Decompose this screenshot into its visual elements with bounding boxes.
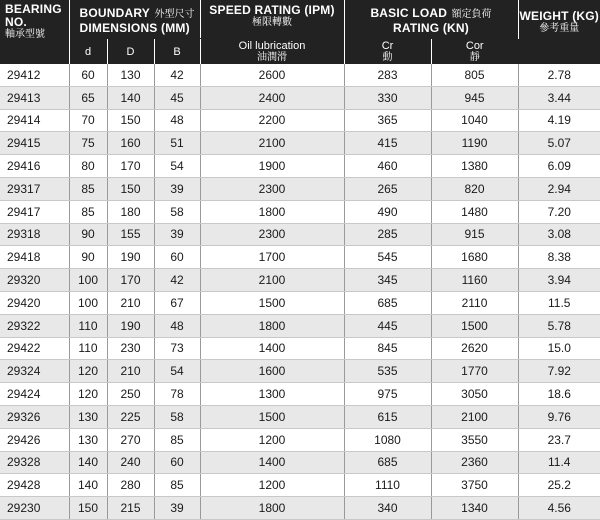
weight-value-cell: 18.6: [518, 383, 600, 406]
table-row: [0, 497, 600, 520]
dim-d-cell: 110: [69, 337, 107, 360]
dim-d-cell: 60: [69, 64, 107, 86]
dim-D-label: D: [108, 46, 154, 58]
table-row: [0, 132, 600, 155]
model-cell: 29420: [0, 291, 69, 314]
dim-B-cell: 39: [154, 223, 200, 246]
cr-value-cell: 545: [344, 246, 431, 269]
cor-value-cell: 3050: [431, 383, 518, 406]
table-row: [0, 314, 600, 337]
dim-D-cell: 230: [107, 337, 154, 360]
speed-rating-cell: 1500: [200, 405, 344, 428]
basic-load-zh-label: 額定負荷: [452, 9, 492, 20]
cor-value-cell: 2620: [431, 337, 518, 360]
weight-value-cell: 2.78: [518, 64, 600, 86]
basic-load-label: BASIC LOAD: [370, 6, 447, 20]
cr-value-cell: 685: [344, 291, 431, 314]
cr-value-cell: 445: [344, 314, 431, 337]
cr-value-cell: 330: [344, 86, 431, 109]
dim-B-cell: 60: [154, 246, 200, 269]
header-bearing-no: [0, 0, 69, 64]
speed-rating-cell: 2600: [200, 64, 344, 86]
table-row: [0, 474, 600, 497]
dim-d-cell: 140: [69, 474, 107, 497]
cr-value-cell: 365: [344, 109, 431, 132]
speed-rating-cell: 1800: [200, 314, 344, 337]
cr-value-cell: 490: [344, 200, 431, 223]
cr-value-cell: 340: [344, 497, 431, 520]
dim-D-cell: 180: [107, 200, 154, 223]
dim-D-cell: 160: [107, 132, 154, 155]
table-row: [0, 109, 600, 132]
model-cell: 29317: [0, 177, 69, 200]
dim-d-cell: 120: [69, 360, 107, 383]
speed-rating-label: SPEED RATING (IPM): [201, 4, 344, 17]
cor-label: Cor: [432, 40, 519, 52]
speed-rating-cell: 1500: [200, 291, 344, 314]
weight-value-cell: 4.19: [518, 109, 600, 132]
cor-value-cell: 3750: [431, 474, 518, 497]
dim-D-cell: 130: [107, 64, 154, 86]
cor-value-cell: 1160: [431, 269, 518, 292]
cor-value-cell: 1190: [431, 132, 518, 155]
cr-value-cell: 345: [344, 269, 431, 292]
dim-B-cell: 58: [154, 405, 200, 428]
weight-label: WEIGHT (KG): [519, 10, 600, 23]
model-cell: 29424: [0, 383, 69, 406]
dim-B-cell: 42: [154, 64, 200, 86]
dim-D-cell: 210: [107, 291, 154, 314]
model-cell: 29322: [0, 314, 69, 337]
dim-B-cell: 45: [154, 86, 200, 109]
table-row: [0, 269, 600, 292]
cr-zh-label: 動: [345, 52, 431, 63]
dim-d-label: d: [70, 46, 107, 58]
cr-label: Cr: [345, 40, 431, 52]
dim-D-cell: 250: [107, 383, 154, 406]
weight-value-cell: 7.20: [518, 200, 600, 223]
cor-value-cell: 1340: [431, 497, 518, 520]
cr-value-cell: 415: [344, 132, 431, 155]
oil-lubrication-zh-label: 油潤滑: [201, 52, 344, 63]
table-row: [0, 200, 600, 223]
weight-value-cell: 3.08: [518, 223, 600, 246]
boundary-zh-label: 外型尺寸: [154, 9, 194, 20]
header-oil-lubrication: [200, 39, 344, 65]
header-boundary-dimensions: [69, 0, 200, 39]
model-cell: 29318: [0, 223, 69, 246]
dim-d-cell: 90: [69, 223, 107, 246]
dim-d-cell: 85: [69, 177, 107, 200]
model-cell: 29415: [0, 132, 69, 155]
cor-value-cell: 1380: [431, 155, 518, 178]
speed-rating-cell: 1300: [200, 383, 344, 406]
model-cell: 29422: [0, 337, 69, 360]
weight-value-cell: 15.0: [518, 337, 600, 360]
cr-value-cell: 975: [344, 383, 431, 406]
dim-B-cell: 48: [154, 314, 200, 337]
weight-value-cell: 6.09: [518, 155, 600, 178]
dim-d-cell: 140: [69, 451, 107, 474]
speed-rating-cell: 2400: [200, 86, 344, 109]
dim-d-cell: 100: [69, 291, 107, 314]
speed-rating-cell: 1200: [200, 428, 344, 451]
cr-value-cell: 685: [344, 451, 431, 474]
dim-D-cell: 170: [107, 155, 154, 178]
dim-d-cell: 75: [69, 132, 107, 155]
dim-B-cell: 73: [154, 337, 200, 360]
header-dim-B: [154, 39, 200, 65]
model-cell: 29416: [0, 155, 69, 178]
weight-value-cell: 5.78: [518, 314, 600, 337]
model-cell: 29412: [0, 64, 69, 86]
table-header: [0, 0, 600, 64]
dim-D-cell: 190: [107, 314, 154, 337]
dim-B-cell: 51: [154, 132, 200, 155]
cr-value-cell: 1110: [344, 474, 431, 497]
table-body: [0, 64, 600, 519]
dim-d-cell: 130: [69, 428, 107, 451]
dim-d-cell: 150: [69, 497, 107, 520]
cor-value-cell: 2360: [431, 451, 518, 474]
weight-value-cell: 11.5: [518, 291, 600, 314]
table-row: [0, 428, 600, 451]
cr-value-cell: 615: [344, 405, 431, 428]
model-cell: 29324: [0, 360, 69, 383]
model-cell: 29414: [0, 109, 69, 132]
table-row: [0, 246, 600, 269]
table-row: [0, 223, 600, 246]
boundary-label: BOUNDARY: [80, 6, 151, 20]
dim-D-cell: 150: [107, 109, 154, 132]
header-cor: [431, 39, 518, 65]
dim-B-cell: 42: [154, 269, 200, 292]
dim-B-cell: 39: [154, 177, 200, 200]
speed-rating-cell: 2200: [200, 109, 344, 132]
model-cell: 29328: [0, 451, 69, 474]
cor-value-cell: 1480: [431, 200, 518, 223]
speed-rating-cell: 1700: [200, 246, 344, 269]
speed-rating-cell: 1800: [200, 200, 344, 223]
header-weight: [518, 0, 600, 64]
dim-B-label: B: [155, 46, 200, 58]
cor-value-cell: 805: [431, 64, 518, 86]
cr-value-cell: 285: [344, 223, 431, 246]
load-rating-label: RATING (KN): [345, 22, 518, 35]
table-row: [0, 86, 600, 109]
dim-D-cell: 190: [107, 246, 154, 269]
cor-zh-label: 靜: [432, 52, 519, 63]
cr-value-cell: 535: [344, 360, 431, 383]
dim-B-cell: 54: [154, 155, 200, 178]
table-row: [0, 155, 600, 178]
cor-value-cell: 1770: [431, 360, 518, 383]
dim-D-cell: 240: [107, 451, 154, 474]
dim-B-cell: 78: [154, 383, 200, 406]
weight-value-cell: 25.2: [518, 474, 600, 497]
speed-rating-cell: 1600: [200, 360, 344, 383]
table-row: [0, 451, 600, 474]
dim-d-cell: 110: [69, 314, 107, 337]
cor-value-cell: 1500: [431, 314, 518, 337]
cor-value-cell: 1040: [431, 109, 518, 132]
model-cell: 29320: [0, 269, 69, 292]
dim-B-cell: 48: [154, 109, 200, 132]
dimensions-label: DIMENSIONS (MM): [80, 22, 200, 35]
speed-rating-cell: 1900: [200, 155, 344, 178]
header-speed-rating: [200, 0, 344, 39]
cr-value-cell: 845: [344, 337, 431, 360]
oil-lubrication-label: Oil lubrication: [201, 40, 344, 52]
model-cell: 29426: [0, 428, 69, 451]
dim-B-cell: 67: [154, 291, 200, 314]
weight-value-cell: 3.94: [518, 269, 600, 292]
cor-value-cell: 915: [431, 223, 518, 246]
speed-rating-cell: 1400: [200, 337, 344, 360]
dim-d-cell: 130: [69, 405, 107, 428]
dim-D-cell: 170: [107, 269, 154, 292]
model-cell: 29230: [0, 497, 69, 520]
speed-rating-cell: 2300: [200, 177, 344, 200]
cr-value-cell: 283: [344, 64, 431, 86]
dim-D-cell: 140: [107, 86, 154, 109]
weight-value-cell: 23.7: [518, 428, 600, 451]
speed-rating-zh-label: 極限轉數: [201, 17, 344, 29]
weight-value-cell: 4.56: [518, 497, 600, 520]
cr-value-cell: 460: [344, 155, 431, 178]
header-dim-D: [107, 39, 154, 65]
dim-d-cell: 80: [69, 155, 107, 178]
table-row: [0, 405, 600, 428]
cor-value-cell: 2100: [431, 405, 518, 428]
dim-D-cell: 210: [107, 360, 154, 383]
dim-B-cell: 60: [154, 451, 200, 474]
dim-B-cell: 54: [154, 360, 200, 383]
dim-D-cell: 280: [107, 474, 154, 497]
table-row: [0, 337, 600, 360]
bearing-no-label: BEARING NO.: [5, 3, 69, 29]
table-row: [0, 177, 600, 200]
weight-value-cell: 7.92: [518, 360, 600, 383]
dim-B-cell: 85: [154, 428, 200, 451]
cr-value-cell: 265: [344, 177, 431, 200]
model-cell: 29417: [0, 200, 69, 223]
dim-d-cell: 85: [69, 200, 107, 223]
dim-D-cell: 150: [107, 177, 154, 200]
dim-d-cell: 120: [69, 383, 107, 406]
model-cell: 29413: [0, 86, 69, 109]
weight-value-cell: 2.94: [518, 177, 600, 200]
weight-value-cell: 8.38: [518, 246, 600, 269]
cor-value-cell: 945: [431, 86, 518, 109]
table-row: [0, 383, 600, 406]
dim-D-cell: 215: [107, 497, 154, 520]
weight-zh-label: 參考重量: [519, 23, 600, 35]
dim-D-cell: 155: [107, 223, 154, 246]
weight-value-cell: 3.44: [518, 86, 600, 109]
dim-d-cell: 100: [69, 269, 107, 292]
bearing-no-zh-label: 軸承型號: [5, 29, 69, 41]
speed-rating-cell: 2100: [200, 132, 344, 155]
table-row: [0, 291, 600, 314]
model-cell: 29418: [0, 246, 69, 269]
weight-value-cell: 9.76: [518, 405, 600, 428]
cr-value-cell: 1080: [344, 428, 431, 451]
speed-rating-cell: 2300: [200, 223, 344, 246]
dim-B-cell: 39: [154, 497, 200, 520]
cor-value-cell: 3550: [431, 428, 518, 451]
dim-D-cell: 225: [107, 405, 154, 428]
table-row: [0, 360, 600, 383]
cor-value-cell: 2110: [431, 291, 518, 314]
speed-rating-cell: 1200: [200, 474, 344, 497]
dim-B-cell: 58: [154, 200, 200, 223]
weight-value-cell: 5.07: [518, 132, 600, 155]
speed-rating-cell: 2100: [200, 269, 344, 292]
header-dim-d: [69, 39, 107, 65]
speed-rating-cell: 1400: [200, 451, 344, 474]
dim-d-cell: 65: [69, 86, 107, 109]
weight-value-cell: 11.4: [518, 451, 600, 474]
header-cr: [344, 39, 431, 65]
model-cell: 29326: [0, 405, 69, 428]
model-cell: 29428: [0, 474, 69, 497]
dim-D-cell: 270: [107, 428, 154, 451]
dim-d-cell: 70: [69, 109, 107, 132]
cor-value-cell: 820: [431, 177, 518, 200]
header-basic-load-rating: [344, 0, 518, 39]
speed-rating-cell: 1800: [200, 497, 344, 520]
cor-value-cell: 1680: [431, 246, 518, 269]
table-row: [0, 64, 600, 86]
dim-B-cell: 85: [154, 474, 200, 497]
dim-d-cell: 90: [69, 246, 107, 269]
